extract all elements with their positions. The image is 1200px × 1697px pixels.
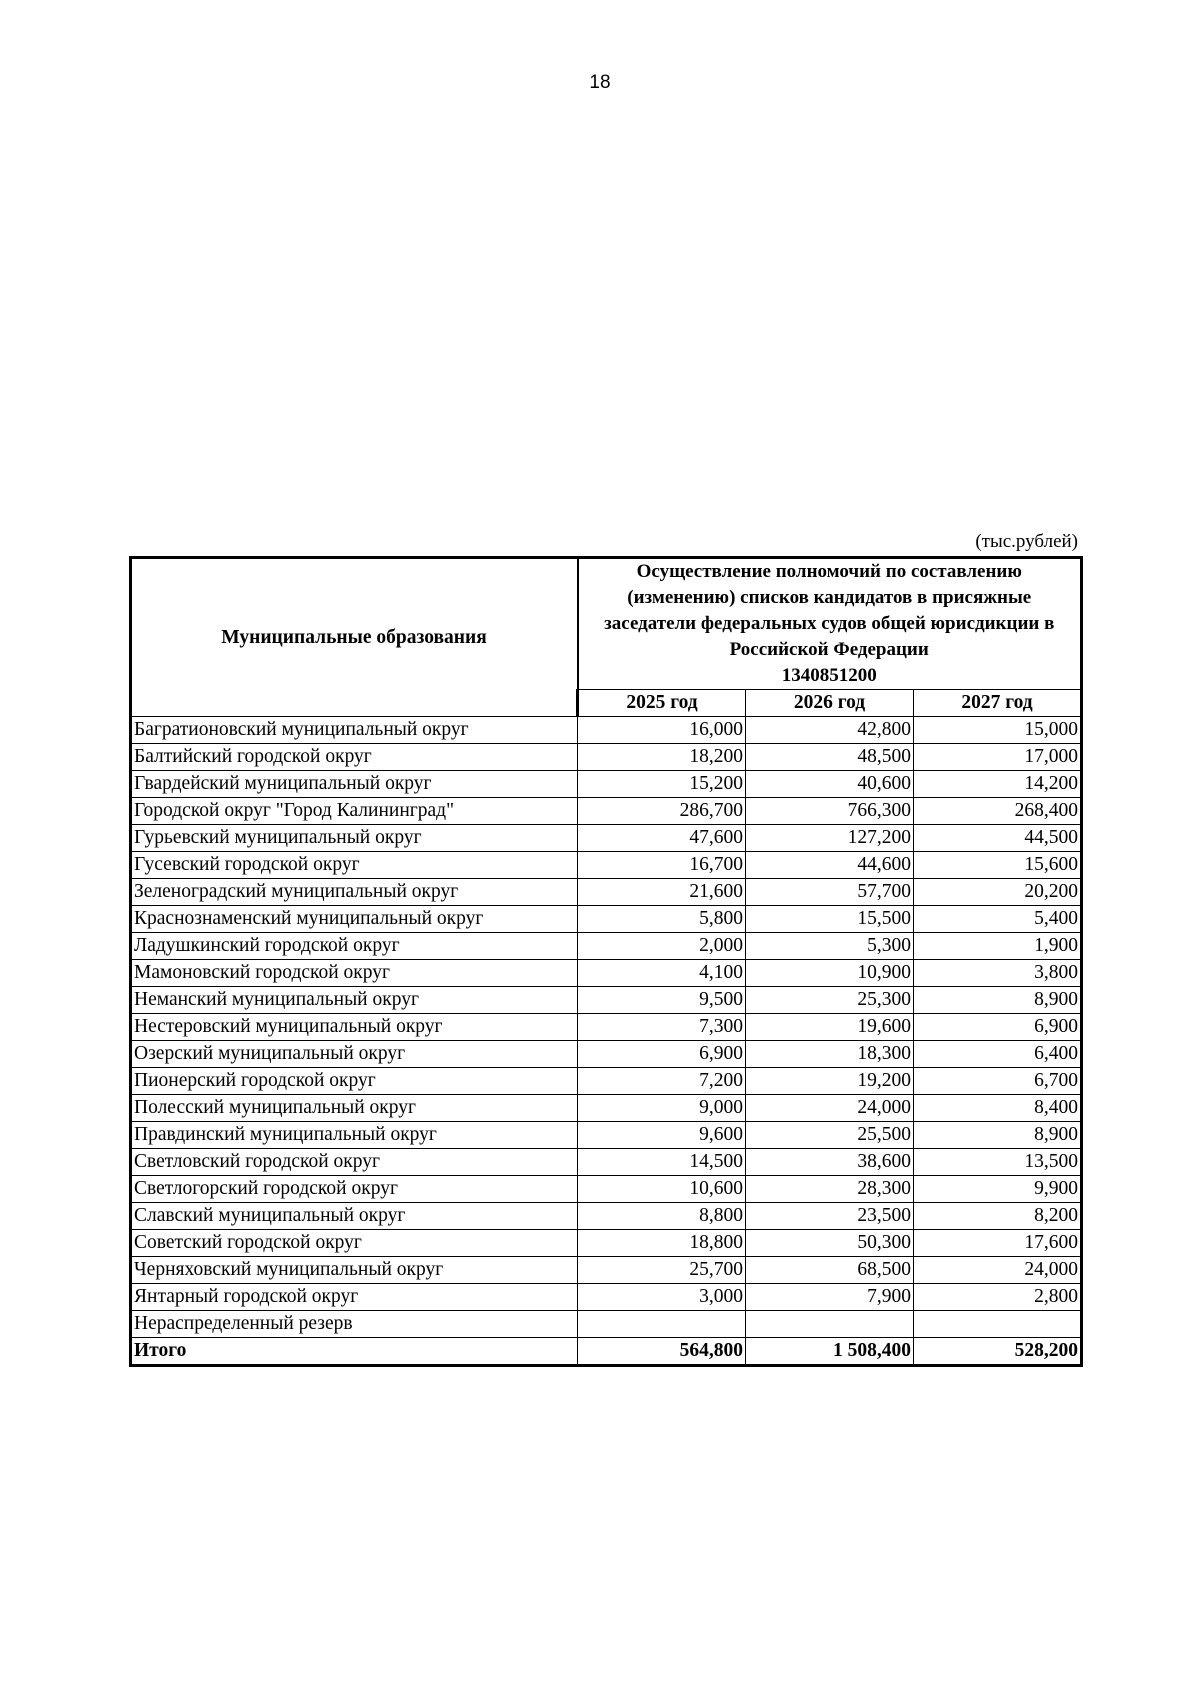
- value-2026: 5,300: [746, 933, 914, 960]
- value-2026: 24,000: [746, 1095, 914, 1122]
- table-row: [131, 1203, 1082, 1230]
- municipality-name: Балтийский городской округ: [131, 744, 578, 771]
- value-2027: 3,800: [914, 960, 1082, 987]
- value-2026: 40,600: [746, 771, 914, 798]
- value-2027: 17,600: [914, 1230, 1082, 1257]
- value-2026: 25,500: [746, 1122, 914, 1149]
- year-header-2027: 2027 год: [914, 690, 1082, 717]
- value-2027: 6,900: [914, 1014, 1082, 1041]
- total-label: Итого: [131, 1338, 578, 1366]
- value-2027: 8,900: [914, 1122, 1082, 1149]
- table-row: [131, 1095, 1082, 1122]
- total-2026: 1 508,400: [746, 1338, 914, 1366]
- municipality-name: Нестеровский муниципальный округ: [131, 1014, 578, 1041]
- value-2025: 18,200: [578, 744, 746, 771]
- value-2025: 21,600: [578, 879, 746, 906]
- table-row: [131, 771, 1082, 798]
- value-2026: 57,700: [746, 879, 914, 906]
- value-2025: 7,300: [578, 1014, 746, 1041]
- value-2025: 14,500: [578, 1149, 746, 1176]
- units-label: (тыс.рублей): [975, 531, 1078, 552]
- municipality-name: Городской округ "Город Калининград": [131, 798, 578, 825]
- table-row: [131, 1284, 1082, 1311]
- municipality-name: Гурьевский муниципальный округ: [131, 825, 578, 852]
- municipality-name: Черняховский муниципальный округ: [131, 1257, 578, 1284]
- title-line: (изменению) списков кандидатов в присяжные: [627, 587, 1032, 608]
- municipality-name: Мамоновский городской округ: [131, 960, 578, 987]
- municipality-name: Янтарный городской округ: [131, 1284, 578, 1311]
- table-row: [131, 1149, 1082, 1176]
- column-header-title: [578, 558, 1082, 690]
- table-row: [131, 906, 1082, 933]
- value-2025: 8,800: [578, 1203, 746, 1230]
- value-2026: 7,900: [746, 1284, 914, 1311]
- municipality-name: Краснознаменский муниципальный округ: [131, 906, 578, 933]
- table-row: [131, 879, 1082, 906]
- value-2026: 19,200: [746, 1068, 914, 1095]
- municipality-name: Гусевский городской округ: [131, 852, 578, 879]
- table-row: [131, 960, 1082, 987]
- value-2026: 48,500: [746, 744, 914, 771]
- value-2025: 9,000: [578, 1095, 746, 1122]
- value-2027: 268,400: [914, 798, 1082, 825]
- value-2027: [914, 1311, 1082, 1338]
- value-2027: 6,400: [914, 1041, 1082, 1068]
- title-line: Российской Федерации: [729, 639, 929, 660]
- value-2025: 18,800: [578, 1230, 746, 1257]
- value-2026: 44,600: [746, 852, 914, 879]
- value-2026: 10,900: [746, 960, 914, 987]
- table-row: [131, 1041, 1082, 1068]
- table-row: [131, 717, 1082, 744]
- table-row: [131, 744, 1082, 771]
- value-2026: 766,300: [746, 798, 914, 825]
- title-line: Осуществление полномочий по составлению: [636, 561, 1022, 582]
- value-2026: 15,500: [746, 906, 914, 933]
- municipality-name: Советский городской округ: [131, 1230, 578, 1257]
- total-2027: 528,200: [914, 1338, 1082, 1366]
- value-2027: 44,500: [914, 825, 1082, 852]
- municipality-name: Славский муниципальный округ: [131, 1203, 578, 1230]
- total-2025: 564,800: [578, 1338, 746, 1366]
- value-2025: 9,500: [578, 987, 746, 1014]
- value-2027: 24,000: [914, 1257, 1082, 1284]
- table-row: [131, 933, 1082, 960]
- municipality-name: Ладушкинский городской округ: [131, 933, 578, 960]
- municipality-name: Неманский муниципальный округ: [131, 987, 578, 1014]
- municipality-name: Гвардейский муниципальный округ: [131, 771, 578, 798]
- value-2027: 13,500: [914, 1149, 1082, 1176]
- municipality-name: Пионерский городской округ: [131, 1068, 578, 1095]
- table-body: [131, 717, 1082, 1338]
- table-row: [131, 1311, 1082, 1338]
- value-2026: 25,300: [746, 987, 914, 1014]
- value-2025: 47,600: [578, 825, 746, 852]
- table-row: [131, 1014, 1082, 1041]
- municipality-name: Багратионовский муниципальный округ: [131, 717, 578, 744]
- table-row: [131, 1230, 1082, 1257]
- table-row: [131, 825, 1082, 852]
- municipality-name: Зеленоградский муниципальный округ: [131, 879, 578, 906]
- value-2026: 23,500: [746, 1203, 914, 1230]
- budget-table: [129, 556, 1083, 1367]
- value-2027: 2,800: [914, 1284, 1082, 1311]
- table-row: [131, 852, 1082, 879]
- table-row: [131, 798, 1082, 825]
- year-header-2025: 2025 год: [578, 690, 746, 717]
- value-2027: 9,900: [914, 1176, 1082, 1203]
- value-2027: 15,000: [914, 717, 1082, 744]
- value-2025: 286,700: [578, 798, 746, 825]
- municipality-name: Светловский городской округ: [131, 1149, 578, 1176]
- title-line: заседатели федеральных судов общей юрисдикции в: [604, 613, 1055, 634]
- value-2027: 1,900: [914, 933, 1082, 960]
- year-header-2026: 2026 год: [746, 690, 914, 717]
- value-2025: 9,600: [578, 1122, 746, 1149]
- value-2025: [578, 1311, 746, 1338]
- value-2027: 8,400: [914, 1095, 1082, 1122]
- municipality-name: Полесский муниципальный округ: [131, 1095, 578, 1122]
- value-2025: 5,800: [578, 906, 746, 933]
- value-2026: 28,300: [746, 1176, 914, 1203]
- total-row: [131, 1338, 1082, 1366]
- value-2026: [746, 1311, 914, 1338]
- value-2026: 19,600: [746, 1014, 914, 1041]
- municipality-name: Светлогорский городской округ: [131, 1176, 578, 1203]
- column-header-municipalities: Муниципальные образования: [131, 558, 578, 717]
- value-2025: 15,200: [578, 771, 746, 798]
- value-2026: 18,300: [746, 1041, 914, 1068]
- table-row: [131, 1068, 1082, 1095]
- value-2027: 8,900: [914, 987, 1082, 1014]
- table-row: [131, 1122, 1082, 1149]
- value-2025: 6,900: [578, 1041, 746, 1068]
- page-number: 18: [589, 72, 611, 93]
- value-2026: 127,200: [746, 825, 914, 852]
- value-2025: 4,100: [578, 960, 746, 987]
- table-row: [131, 1176, 1082, 1203]
- value-2026: 42,800: [746, 717, 914, 744]
- value-2027: 17,000: [914, 744, 1082, 771]
- value-2025: 3,000: [578, 1284, 746, 1311]
- table-row: [131, 1257, 1082, 1284]
- value-2027: 6,700: [914, 1068, 1082, 1095]
- value-2026: 38,600: [746, 1149, 914, 1176]
- value-2027: 20,200: [914, 879, 1082, 906]
- value-2025: 25,700: [578, 1257, 746, 1284]
- table-row: [131, 987, 1082, 1014]
- municipality-name: Озерский муниципальный округ: [131, 1041, 578, 1068]
- value-2025: 2,000: [578, 933, 746, 960]
- budget-code: 1340851200: [781, 665, 877, 686]
- value-2025: 7,200: [578, 1068, 746, 1095]
- value-2027: 8,200: [914, 1203, 1082, 1230]
- value-2025: 10,600: [578, 1176, 746, 1203]
- value-2027: 15,600: [914, 852, 1082, 879]
- value-2025: 16,000: [578, 717, 746, 744]
- value-2025: 16,700: [578, 852, 746, 879]
- municipality-name: Правдинский муниципальный округ: [131, 1122, 578, 1149]
- value-2027: 14,200: [914, 771, 1082, 798]
- value-2026: 68,500: [746, 1257, 914, 1284]
- value-2026: 50,300: [746, 1230, 914, 1257]
- table-header-row: [131, 558, 1082, 690]
- value-2027: 5,400: [914, 906, 1082, 933]
- municipality-name: Нераспределенный резерв: [131, 1311, 578, 1338]
